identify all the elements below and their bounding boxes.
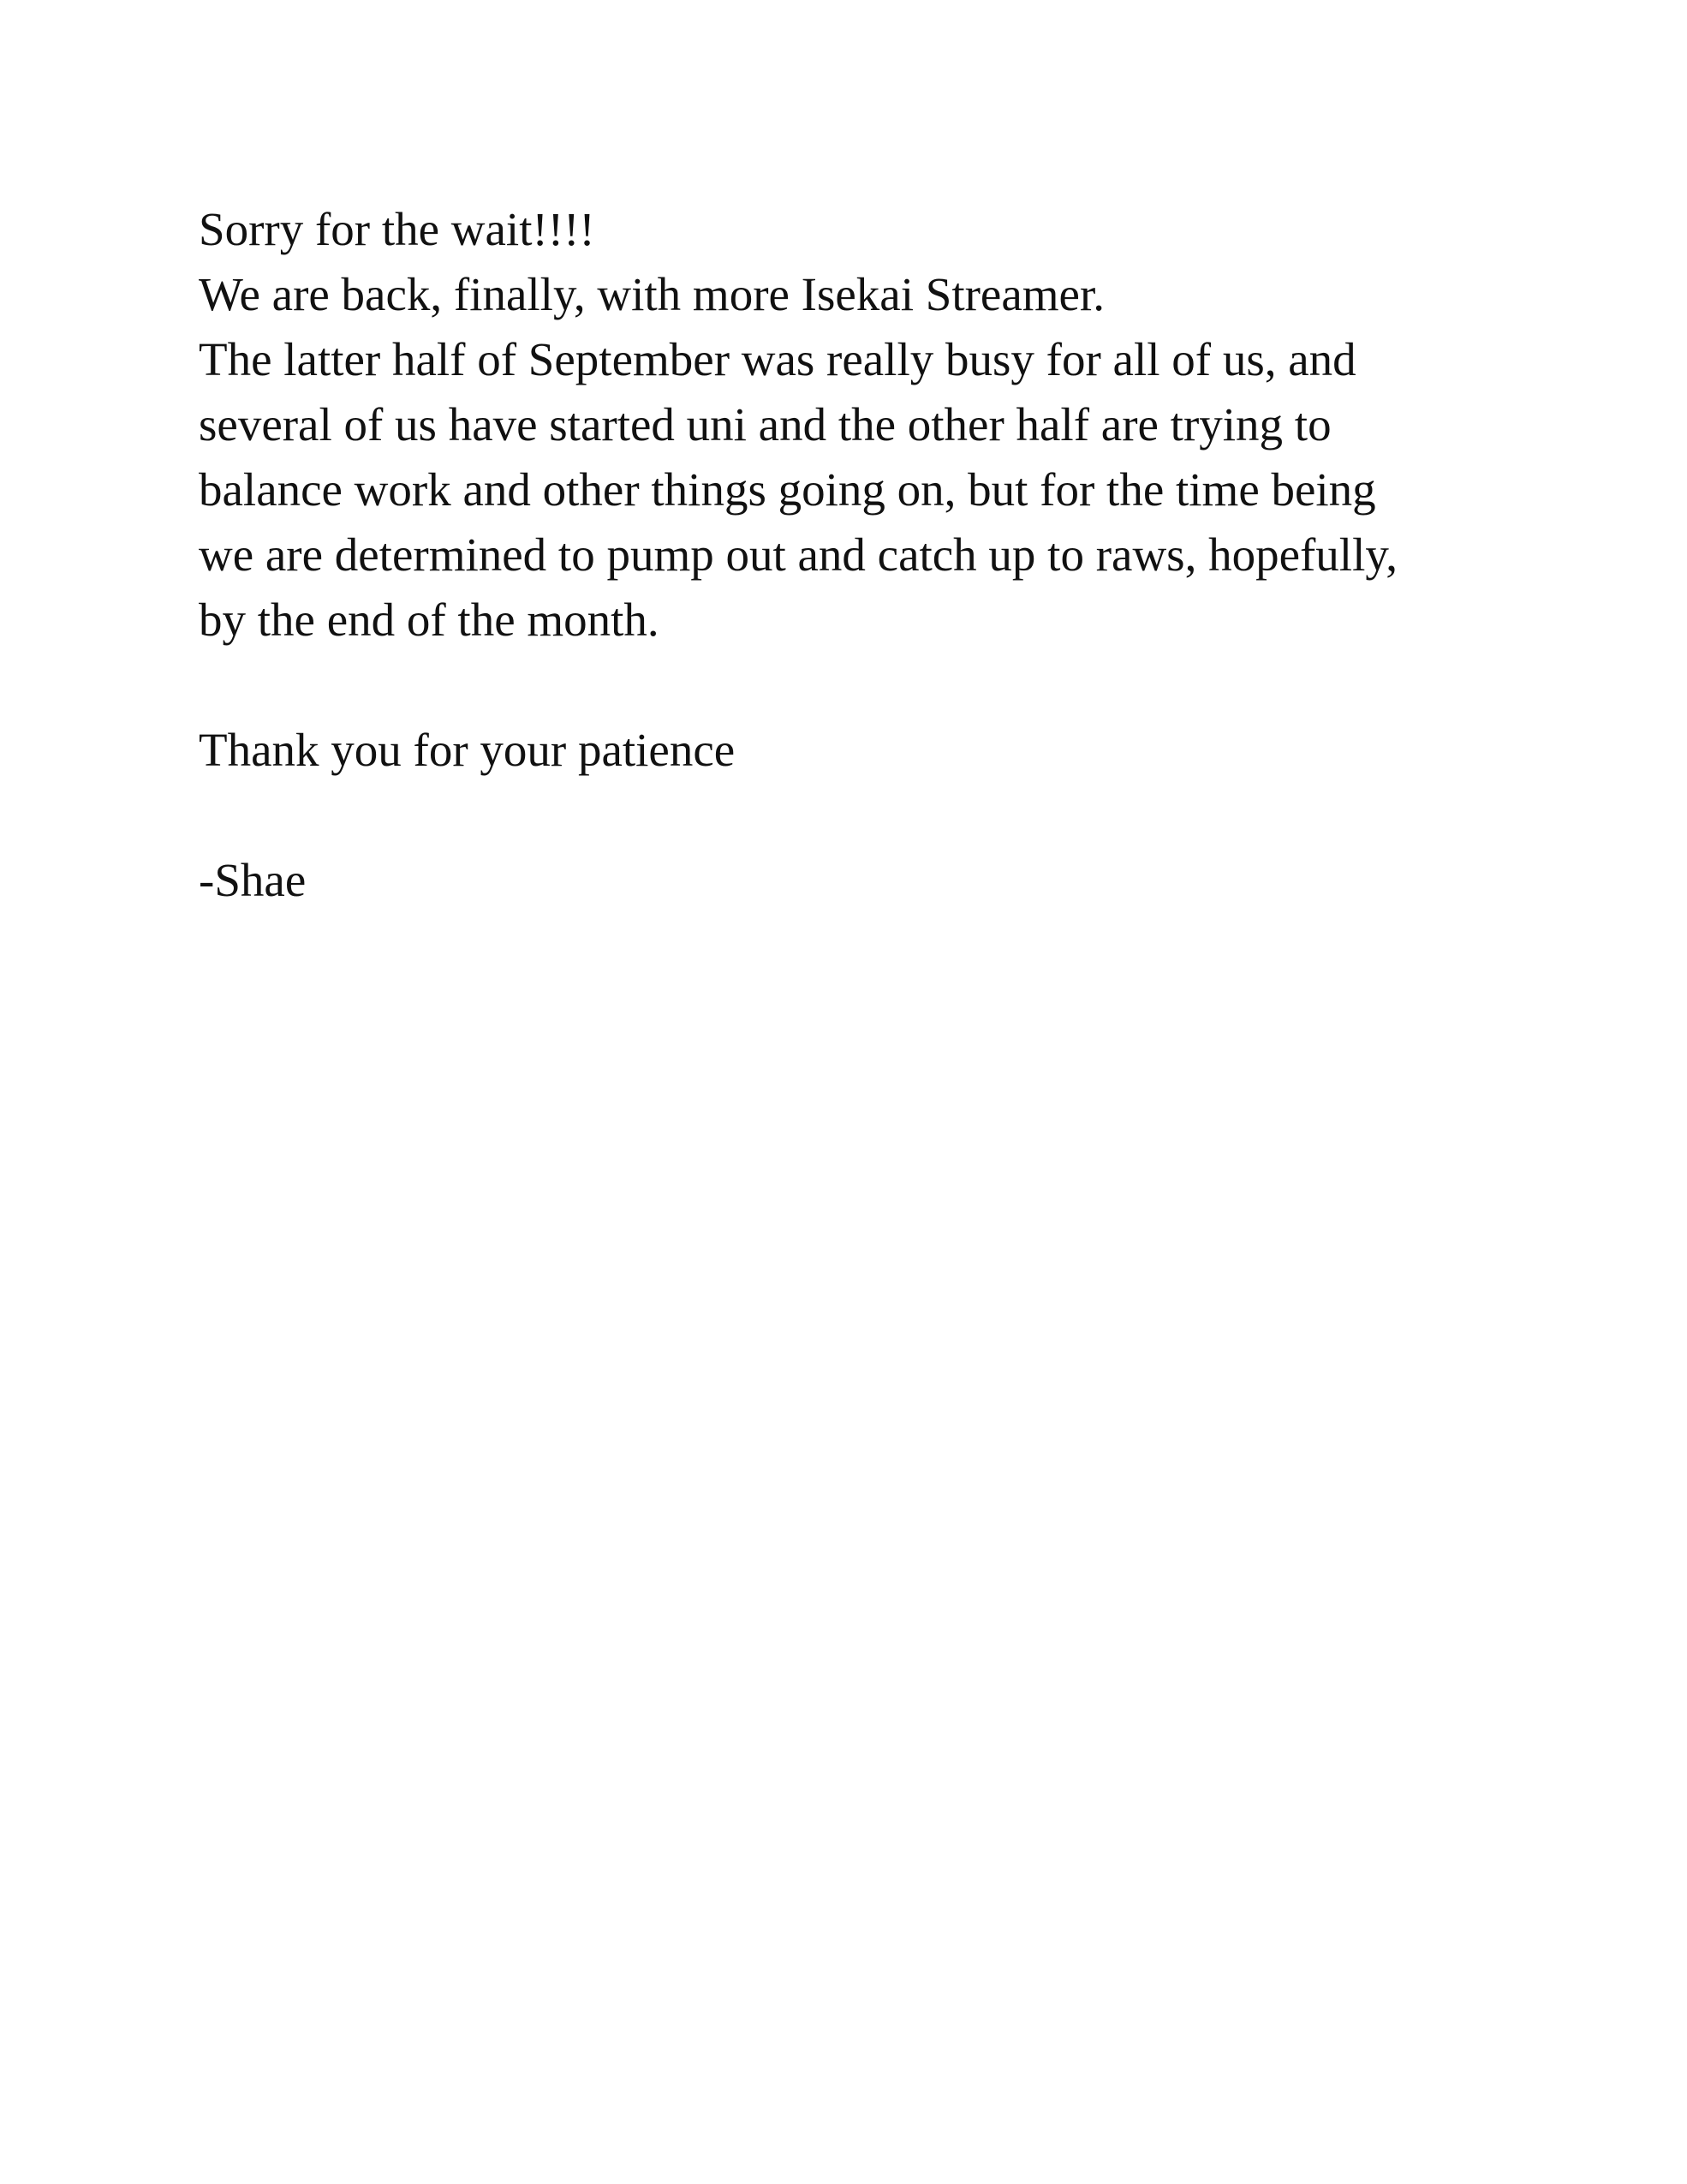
letter-line: The latter half of September was really busy for all of us, and (199, 333, 1356, 385)
letter-line: We are back, finally, with more Isekai Streamer. (199, 268, 1105, 320)
letter-line: Sorry for the wait!!!! (199, 203, 595, 255)
thanks-line: Thank you for your patience (199, 724, 736, 776)
letter-line: several of us have started uni and the other half are trying to (199, 398, 1332, 451)
letter-line: balance work and other things going on, but for the time being (199, 463, 1376, 516)
letter-body (199, 197, 1535, 913)
signature: -Shae (199, 854, 307, 906)
paragraph-spacer (199, 783, 1535, 848)
letter-line: we are determined to pump out and catch up to raws, hopefully, (199, 528, 1398, 581)
letter-line: by the end of the month. (199, 594, 659, 646)
paragraph-spacer (199, 653, 1535, 718)
